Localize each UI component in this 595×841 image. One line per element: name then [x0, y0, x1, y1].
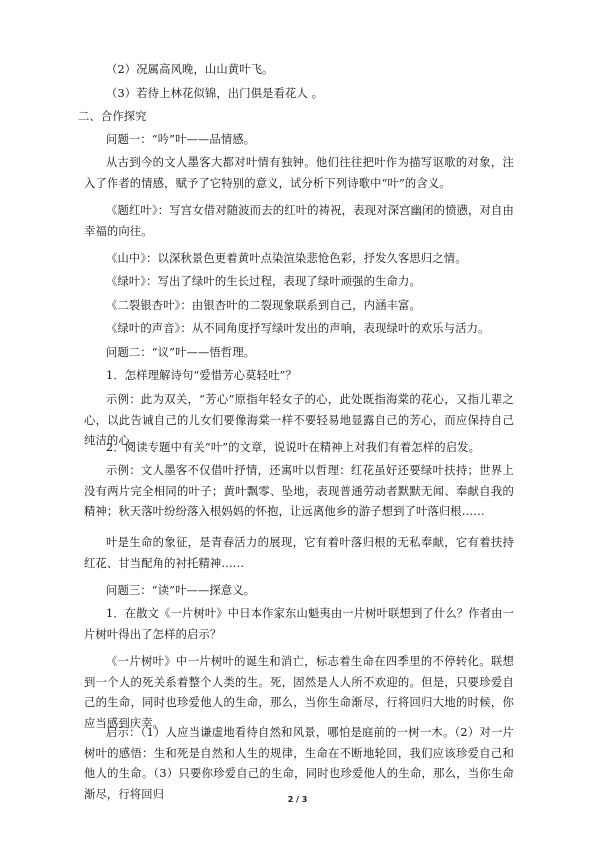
question-2-item-1: 1．怎样理解诗句“爱惜芳心莫轻吐”？ [106, 369, 297, 382]
poem-line-3: （3）若待上林花似锦，出门俱是看花人 。 [106, 87, 324, 100]
question-3-item-1: 1．在散文《一片树叶》中日本作家东山魁夷由一片树叶联想到了什么？作者由一片树叶得出了怎样的启示？ [84, 607, 514, 641]
question-1-intro: 从古到今的文人墨客大都对叶情有独钟。他们往往把叶作为描写讴歌的对象，注入了作者的情感，赋予了它特别的意义，试分析下列诗歌中“叶”的含义。 [84, 156, 514, 190]
leaf-summary: 叶是生命的象征，是青春活力的展现，它有着叶落归根的无私奉献，它有着扶持红花、甘当配角的衬托精神…… [84, 536, 514, 570]
poem-analysis-4: 《二裂银杏叶》：由银杏叶的二裂现象联系到自己，内涵丰富。 [106, 299, 421, 312]
insight-paragraph: 启示：（1）人应当谦虚地看待自然和风景，哪怕是庭前的一树一木。（2）对一片树叶的感悟：生和死是自然和人生的规律，生命在不断地轮回，我们应该珍爱自己和他人的生命。（3）只要你珍爱自己的生命，同时也珍爱他人的生命，那么，当你生命渐尽，行将回归 [84, 726, 514, 801]
example-2: 示例：文人墨客不仅借叶抒情，还寓叶以哲理：红花虽好还要绿叶扶持；世界上没有两片完全相同的叶子；黄叶飘零、坠地，表现普通劳动者默默无闻、奉献自我的精神；秋天落叶纷纷落入根妈妈的怀抱，让远离他乡的游子想到了叶落归根…… [84, 464, 514, 518]
poem-line-2: （2）况属高风晚，山山黄叶飞。 [106, 63, 274, 76]
poem-analysis-1: 《题红叶》：写宫女借对随波而去的红叶的祷祝，表现对深宫幽闭的愤懑，对自由幸福的向往。 [84, 204, 514, 238]
question-3-heading: 问题三：“读”叶——探意义。 [106, 584, 256, 597]
question-2-item-2: 2．阅读专题中有关“叶”的文章，说说叶在精神上对我们有着怎样的启发。 [106, 441, 481, 454]
answer-paragraph: 《一片树叶》中一片树叶的诞生和消亡，标志着生命在四季里的不停转化。联想到一个人的死关系着整个人类的生。死，固然是人人所不欢迎的。但是，只要珍爱自己的生命，同时也珍爱他人的生命，那么，当你生命渐尽，行将回归大地的时候，你应当感到庆幸。 [84, 655, 514, 730]
poem-analysis-3: 《绿叶》：写出了绿叶的生长过程，表现了绿叶顽强的生命力。 [106, 275, 421, 288]
poem-analysis-2: 《山中》：以深秋景色更着黄叶点染渲染悲怆色彩，抒发久客思归之情。 [106, 252, 467, 265]
question-2-heading: 问题二：“议”叶——悟哲理。 [106, 346, 256, 359]
question-1-heading: 问题一：“吟”叶——品情感。 [106, 133, 256, 146]
page-number: 2 / 3 [287, 795, 308, 804]
poem-analysis-5: 《绿叶的声音》：从不同角度抒写绿叶发出的声响，表现绿叶的欢乐与活力。 [106, 322, 490, 335]
section-heading: 二、合作探究 [78, 110, 147, 123]
example-1: 示例：此为双关，“芳心”原指年轻女子的心，此处既指海棠的花心，又指儿辈之心，以此告诫自己的儿女们要像海棠一样不要轻易地显露自己的芳心，而应保持自己纯洁的心。 [84, 393, 514, 447]
